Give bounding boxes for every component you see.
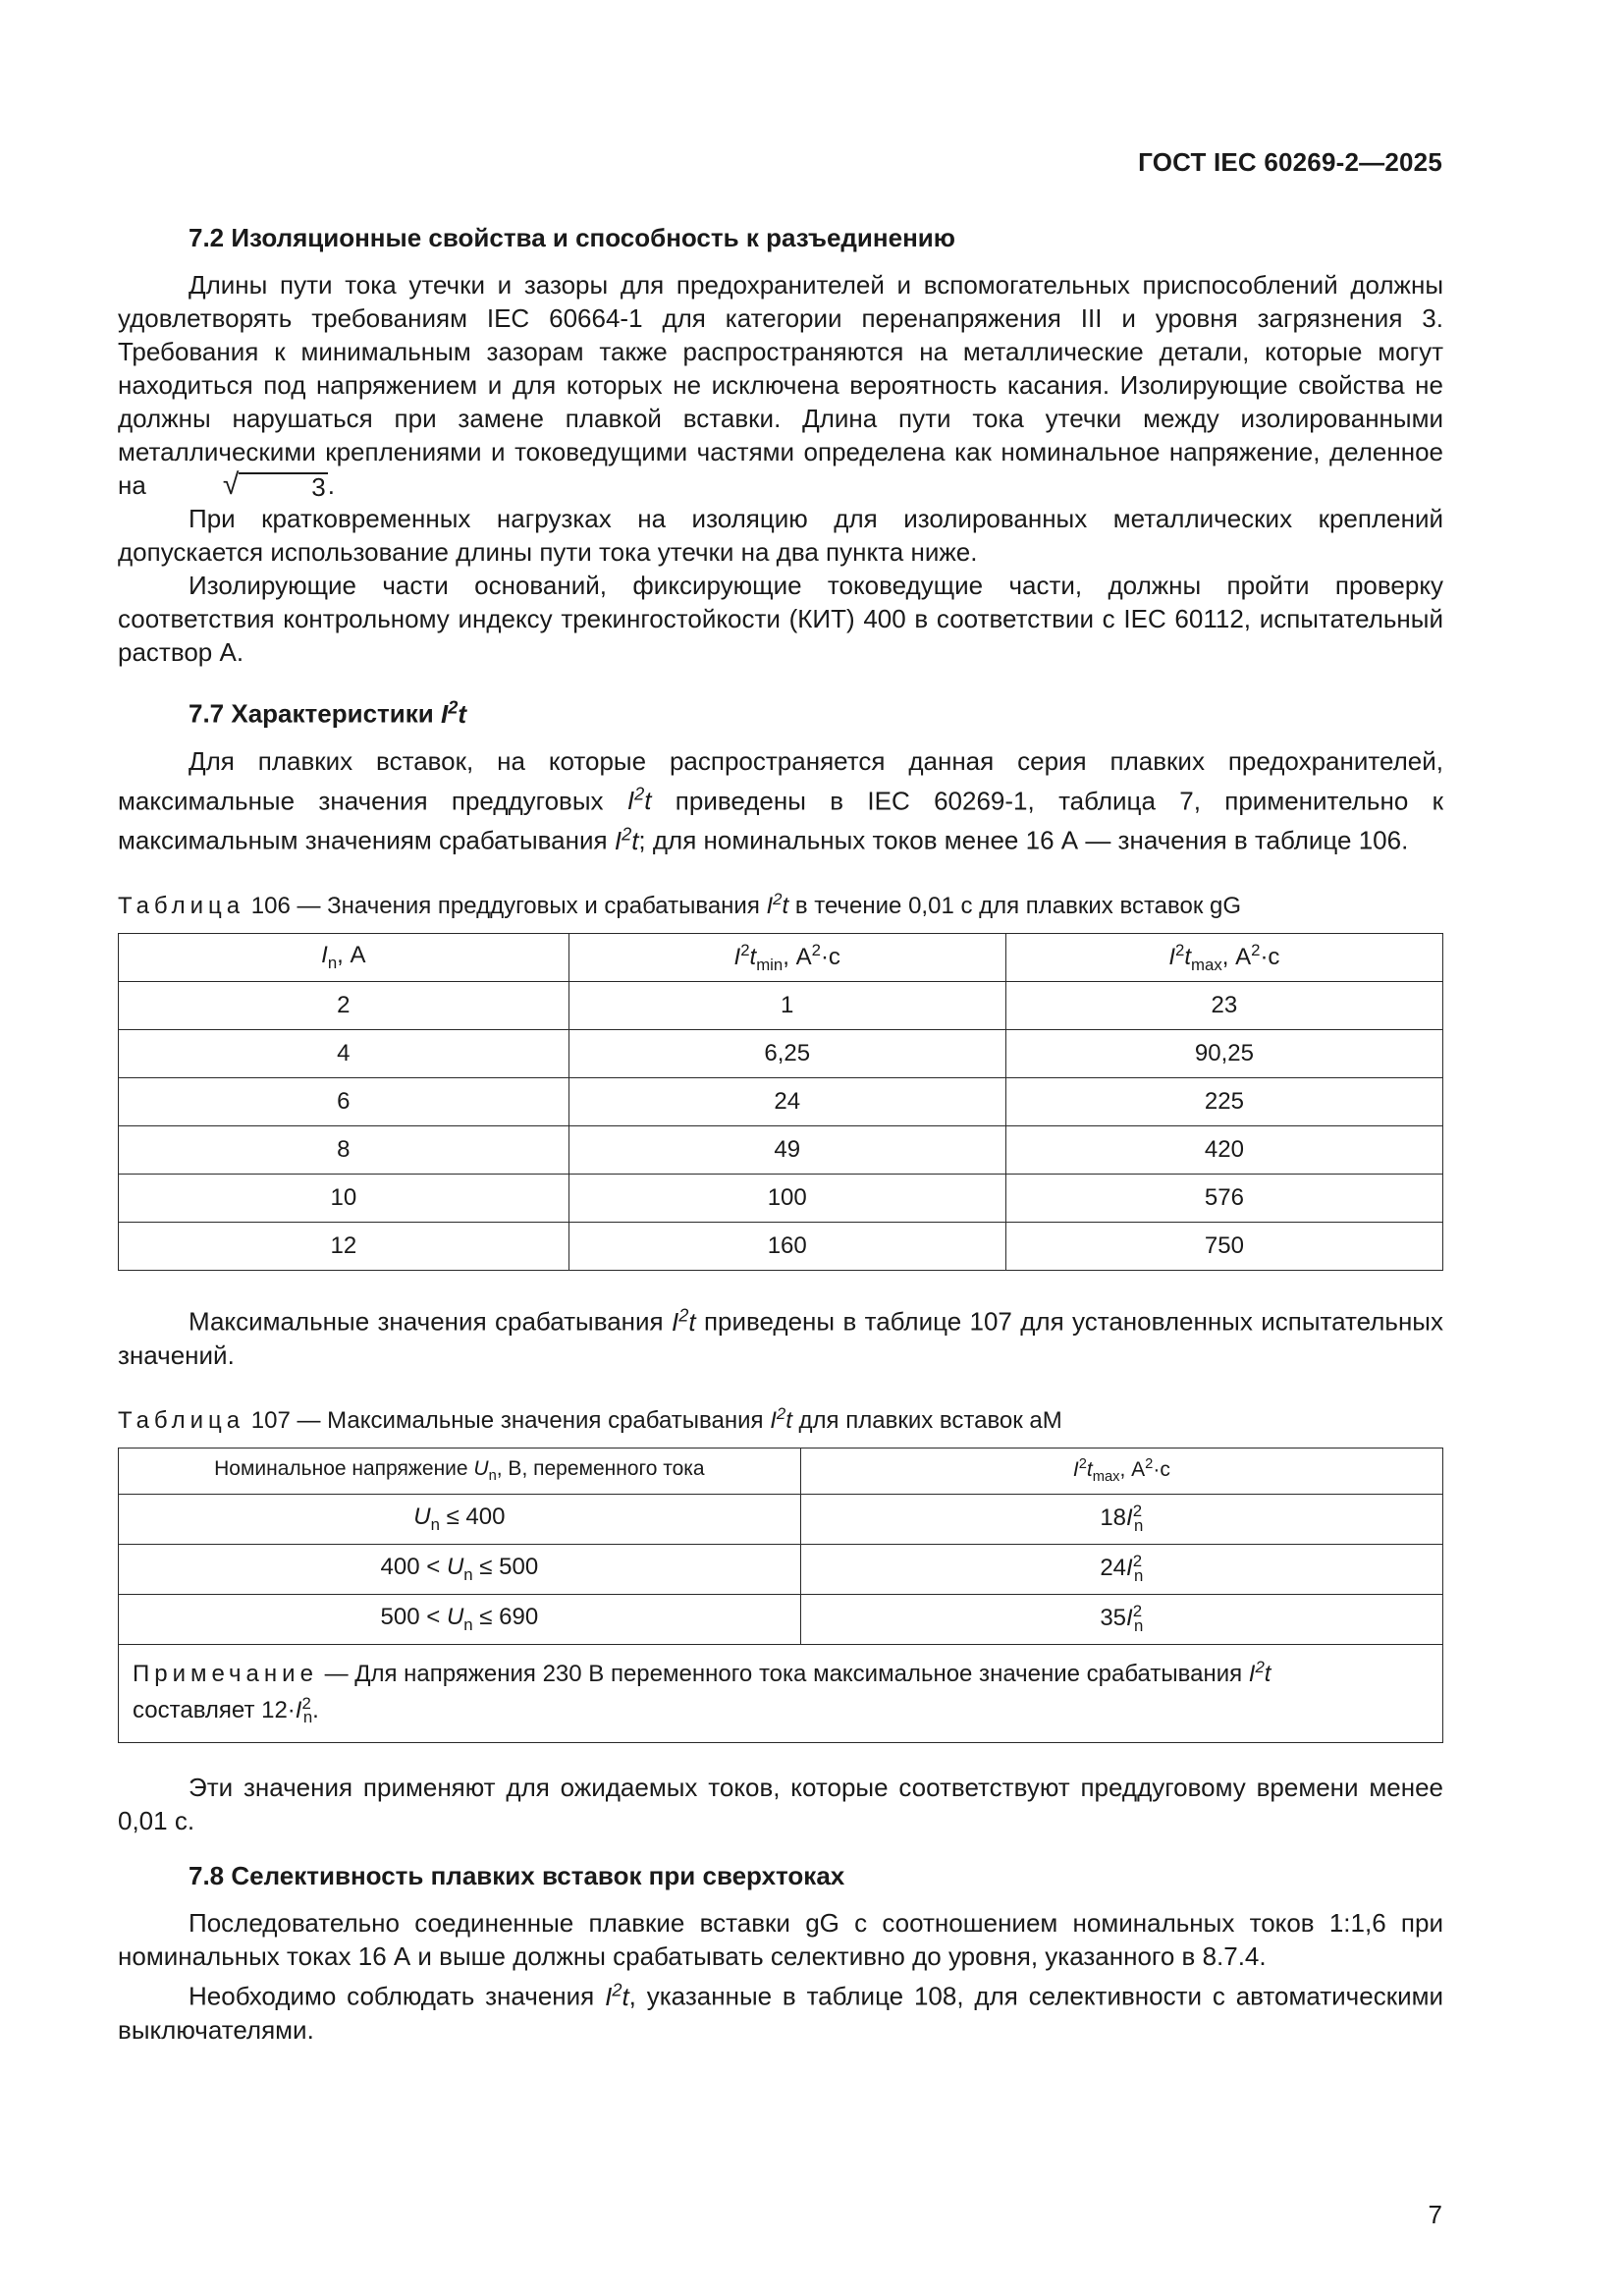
table-body: [119, 1494, 1443, 1644]
section-heading: 7.8 Селективность плавких вставок при сверхтоках: [189, 1861, 845, 1891]
table-row: [119, 981, 1443, 1029]
section-7-7: [118, 690, 1443, 1271]
table-cell: 23: [1005, 981, 1442, 1029]
i2t-symbol: $I^2t$: [770, 1403, 792, 1434]
column-header-i2t-max: $I^2t_{max}$, $А^2\cdot с$: [1005, 933, 1442, 981]
paragraph-text: приведены в таблице 107 для установленных испытательных значений.: [118, 1306, 1443, 1370]
table-row: [119, 1544, 1443, 1594]
table-cell: 225: [1005, 1077, 1442, 1125]
paragraph: Эти значения применяют для ожидаемых токов, которые соответствуют преддуговому времени менее 0,01 с.: [118, 1773, 1443, 1836]
i2t-symbol: $I^2t$: [614, 824, 639, 855]
paragraph-text: ; для номинальных токов менее 16 А — значения в таблице 106.: [638, 825, 1409, 855]
table-row: [119, 1125, 1443, 1174]
page-number: 7: [1428, 2200, 1442, 2229]
section-heading-text: 7.7 Характеристики: [189, 698, 441, 729]
table-cell: 12: [119, 1222, 569, 1270]
paragraph: Последовательно соединенные плавкие вставки gG с соотношением номинальных токов 1:1,6 при номинальных токах 16 А и выше должны срабатывать селективно до уровня, указанного в 8.7.4.: [118, 1908, 1443, 1972]
table-cell: 160: [568, 1222, 1005, 1270]
paragraph: [118, 1973, 1443, 2047]
paragraph: [118, 1298, 1443, 1372]
paragraph-text: Необходимо соблюдать значения: [189, 1982, 606, 2012]
caption-text: для плавких вставок аМ: [791, 1406, 1062, 1434]
section-7-8: [118, 1859, 1443, 2047]
section-heading: [189, 690, 1443, 731]
table-cell: 750: [1005, 1222, 1442, 1270]
table-note-row: [119, 1644, 1443, 1743]
table-label: Таблица: [118, 892, 245, 919]
table-note: Примечание — Для напряжения 230 В переменного тока максимальное значение срабатывания $I^2t$ составляет $12\cdot I^2_n$.: [119, 1644, 1443, 1743]
table-row: [119, 1077, 1443, 1125]
paragraph-text: Для плавких вставок, на которые распространяется данная серия плавких предохранителей, максимальные значения преддуговых: [118, 745, 1443, 816]
section-heading: 7.2 Изоляционные свойства и способность к разъединению: [189, 223, 955, 252]
caption-text: 106 — Значения преддуговых и срабатывания: [244, 892, 767, 919]
radicand: 3: [239, 472, 327, 500]
table-cell: 8: [119, 1125, 569, 1174]
table-header-row: [119, 933, 1443, 981]
table-row: [119, 1222, 1443, 1270]
paragraph: [118, 744, 1443, 857]
document-code: ГОСТ IEC 60269-2—2025: [1138, 147, 1442, 177]
table-label: Таблица: [118, 1406, 245, 1434]
paragraph-block: [118, 1771, 1443, 1837]
table-row: [119, 1029, 1443, 1077]
note-label: Примечание: [133, 1660, 318, 1687]
column-header-i2t-min: $I^2t_{min}$, $А^2\cdot с$: [568, 933, 1005, 981]
i2t-symbol: $I^2t$: [766, 889, 789, 919]
radical-sign: √: [222, 468, 240, 501]
table-row: [119, 1174, 1443, 1222]
paragraph-text: приведены в IEC 60269-1, таблица 7, применительно к максимальным значениям срабатывания: [118, 786, 1443, 855]
voltage-range-cell: $400 < U_n \le 500$: [119, 1544, 801, 1594]
square-root-expression: [152, 470, 328, 500]
paragraph: При кратковременных нагрузках на изоляцию для изолированных металлических креплений допускается использование длины пути тока утечки на два пункта ниже.: [118, 504, 1443, 567]
table-cell: 100: [568, 1174, 1005, 1222]
paragraph: Изолирующие части оснований, фиксирующие токоведущие части, должны пройти проверку соответствия контрольному индексу трекингостойкости (КИТ) 400 в соответствии с IEC 60112, испытательный раствор А.: [118, 571, 1443, 667]
table-cell: 6: [119, 1077, 569, 1125]
table-row: [119, 1594, 1443, 1644]
table-cell: 6,25: [568, 1029, 1005, 1077]
page-content: [118, 221, 1443, 2047]
paragraph-end: .: [327, 470, 335, 500]
table-107: [118, 1448, 1443, 1744]
note-text: — Для напряжения 230 В переменного тока максимальное значение срабатывания: [317, 1660, 1249, 1687]
paragraph-text: Длины пути тока утечки и зазоры для предохранителей и вспомогательных приспособлений должны удовлетворять требованиям IEC 60664-1 для категории перенапряжения III и уровня загрязнения 3. Требования к минимальным зазорам также распространяются на металлические детали, которые могут находиться под напряжением и для которых не исключена вероятность касания. Изолирующие свойства не должны нарушаться при замене плавкой вставки. Длина пути тока утечки между изолированными металлическими креплениями и токоведущими частями определена как номинальное напряжение, деленное на: [118, 270, 1443, 500]
column-header-current: $I_n$, А: [119, 933, 569, 981]
paragraph-text: Максимальные значения срабатывания: [189, 1306, 672, 1337]
i2t-symbol: $I^2t$: [440, 697, 467, 729]
voltage-range-cell: $500 < U_n \le 690$: [119, 1594, 801, 1644]
table-cell: 24: [568, 1077, 1005, 1125]
i2t-symbol: $I^2t$: [626, 784, 652, 816]
column-header-i2t-max: $I^2t_{max}$, $А^2\cdot с$: [800, 1448, 1442, 1494]
table-cell: 1: [568, 981, 1005, 1029]
table-row: [119, 1494, 1443, 1544]
note-text: составляет 12·: [133, 1696, 296, 1723]
table-cell: 90,25: [1005, 1029, 1442, 1077]
table-cell: 10: [119, 1174, 569, 1222]
section-7-2: [118, 221, 1443, 669]
i2t-max-cell: $18I^2_n$: [800, 1494, 1442, 1544]
voltage-range-cell: $U_n \le 400$: [119, 1494, 801, 1544]
caption-text: 107 — Максимальные значения срабатывания: [244, 1406, 771, 1434]
caption-text: в течение 0,01 с для плавких вставок gG: [788, 892, 1242, 919]
table-cell: 576: [1005, 1174, 1442, 1222]
i2t-max-cell: $24I^2_n$: [800, 1544, 1442, 1594]
i2t-max-cell: $35I^2_n$: [800, 1594, 1442, 1644]
i2t-symbol: $I^2t$: [605, 1980, 629, 2012]
table-caption: [118, 885, 1443, 921]
table-106: [118, 933, 1443, 1271]
column-header-voltage: Номинальное напряжение $U_n$, В, переменного тока: [119, 1448, 801, 1494]
paragraph-block: [118, 1298, 1443, 1743]
table-cell: 49: [568, 1125, 1005, 1174]
paragraph: [118, 268, 1443, 502]
table-body: [119, 981, 1443, 1270]
table-caption: [118, 1399, 1443, 1436]
table-cell: 420: [1005, 1125, 1442, 1174]
table-header-row: [119, 1448, 1443, 1494]
table-cell: 4: [119, 1029, 569, 1077]
i2t-symbol: $I^2t$: [672, 1304, 696, 1337]
paragraph-text: , указанные в таблице 108, для селективности с автоматическими выключателями.: [118, 1982, 1443, 2046]
table-cell: 2: [119, 981, 569, 1029]
